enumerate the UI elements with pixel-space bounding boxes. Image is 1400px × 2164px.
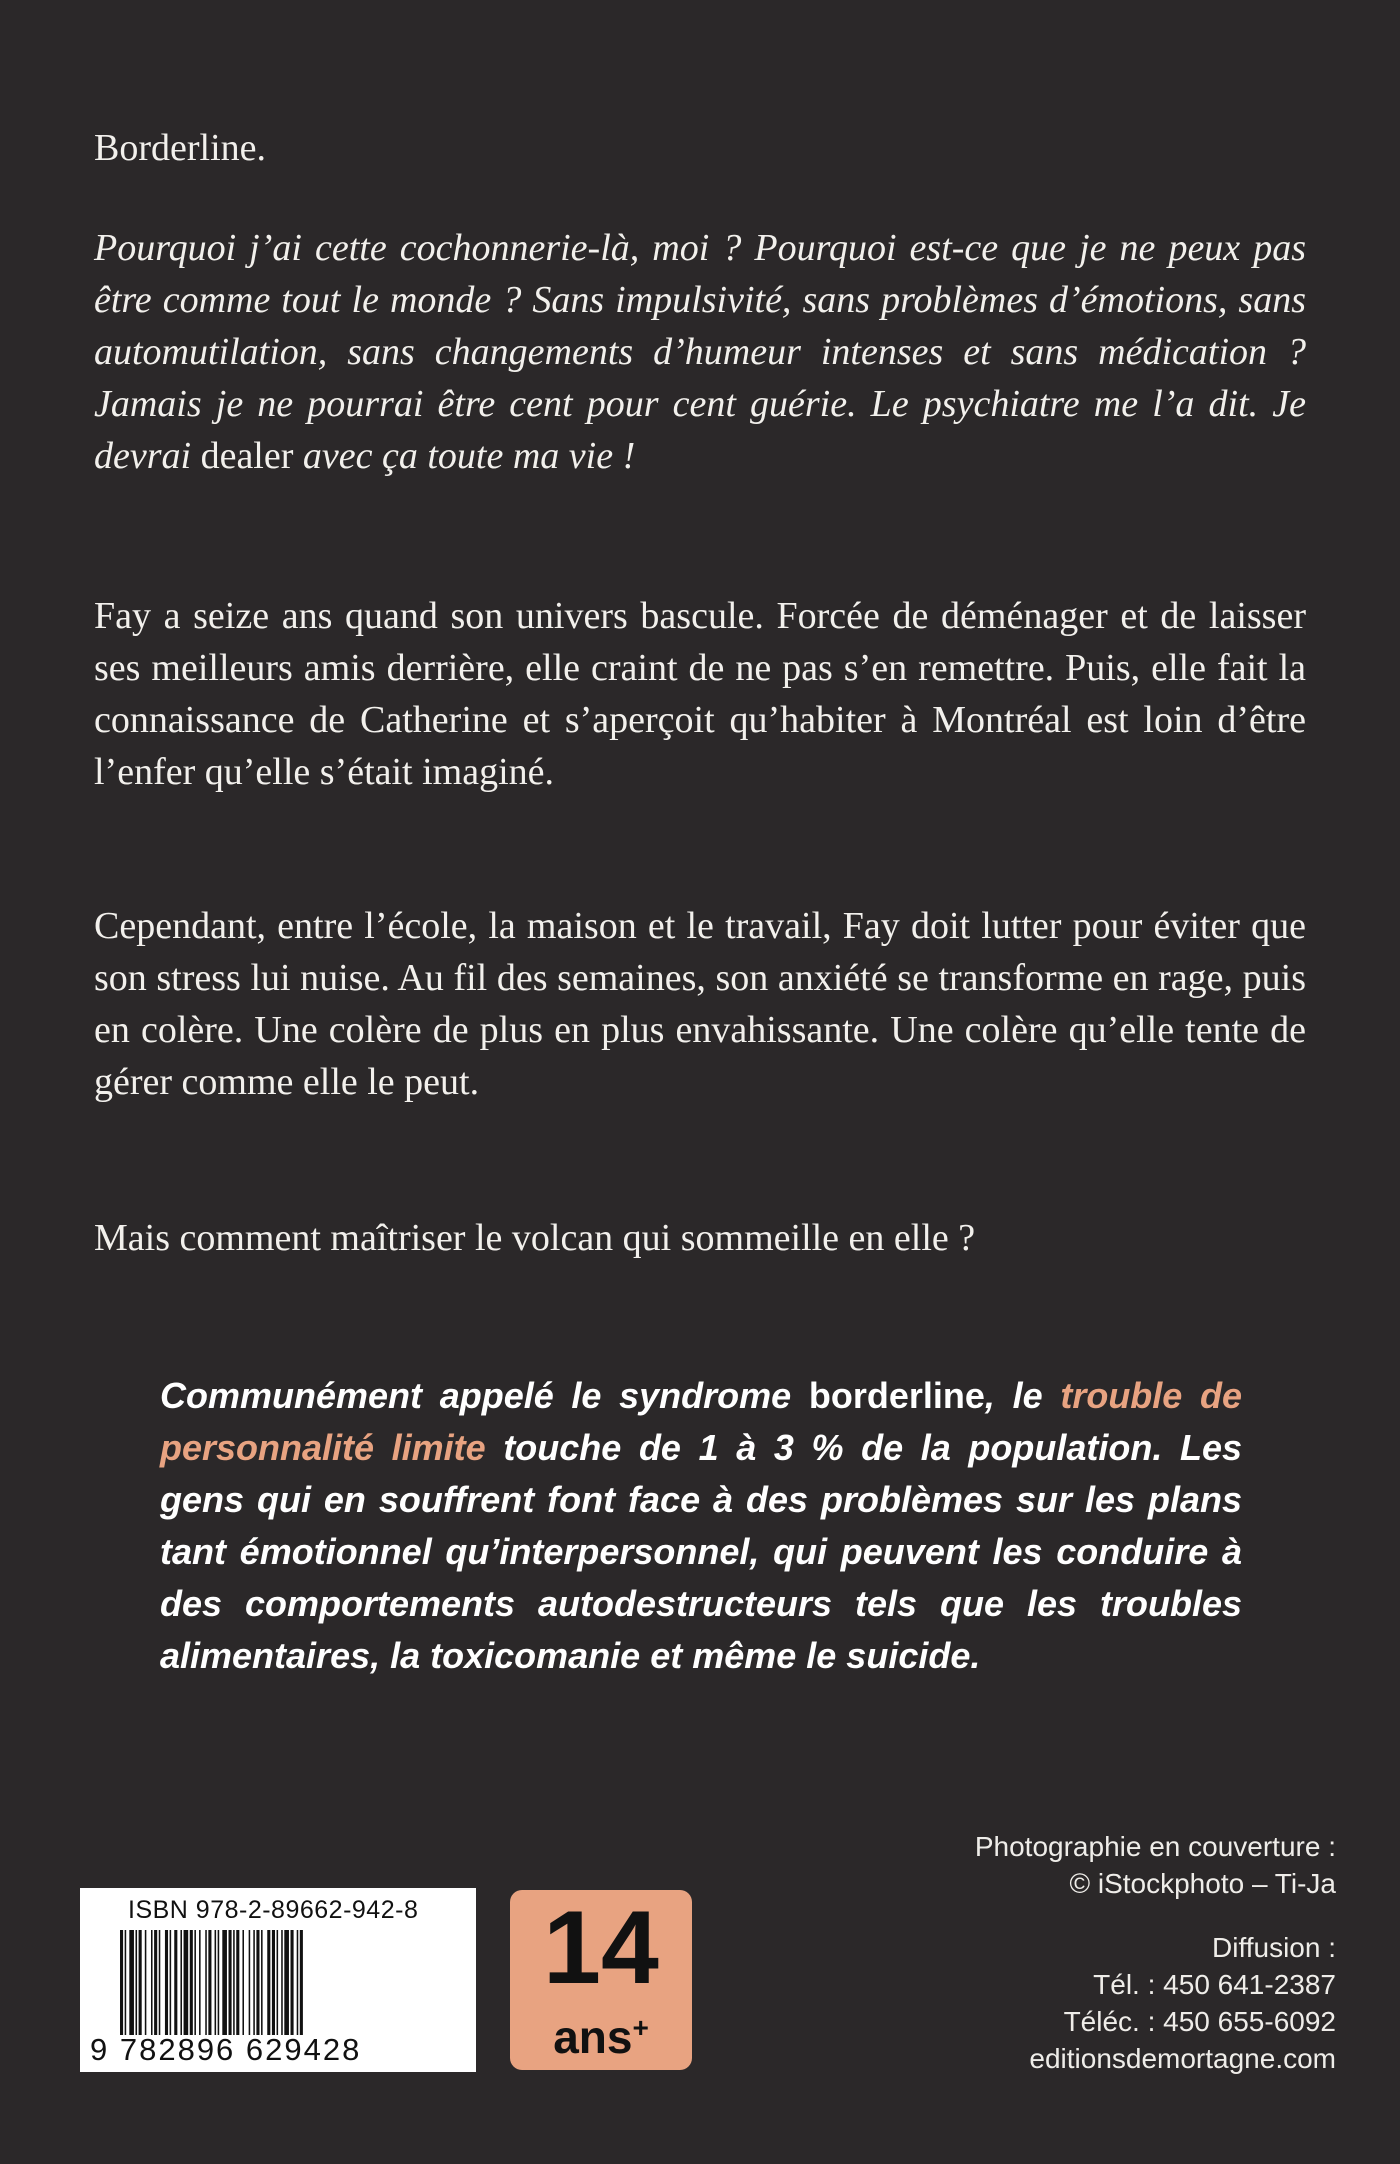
publisher-website: editionsdemortagne.com bbox=[1029, 2043, 1336, 2074]
info-highlight: trouble de personnalité limite bbox=[160, 1375, 1243, 1468]
isbn-barcode bbox=[80, 1888, 476, 2072]
info-part-1: Communément appelé le syndrome bbox=[160, 1375, 809, 1416]
quote-part-3: avec ça toute ma vie ! bbox=[293, 435, 636, 477]
diffusion-label: Diffusion : bbox=[1212, 1932, 1336, 1963]
info-box bbox=[160, 1370, 1242, 1682]
barcode-bars bbox=[120, 1930, 450, 2035]
photo-credit: © iStockphoto – Ti-Ja bbox=[1069, 1868, 1336, 1899]
quote-part-1: Pourquoi j’ai cette cochonnerie-là, moi ? Pourquoi est-ce que je ne peux pas être comme tout le monde ? Sans impulsivité, sans problèmes d’émotions, sans automutilation, sans changements d’humeur intenses et sans médication ? Jamais je ne pourrai être cent pour cent guérie. Le psychiatre me l’a dit. Je devrai bbox=[94, 227, 1306, 477]
info-part-3: , le bbox=[984, 1375, 1061, 1416]
phone-number: Tél. : 450 641-2387 bbox=[1093, 1969, 1336, 2000]
age-rating-badge bbox=[510, 1890, 692, 2070]
intro-title: Borderline. bbox=[94, 127, 267, 169]
age-unit bbox=[510, 2002, 692, 2063]
fax-number: Téléc. : 450 655-6092 bbox=[1063, 2006, 1336, 2037]
quote-part-dealer: dealer bbox=[200, 435, 294, 477]
info-part-4: touche de 1 à 3 % de la population. Les gens qui en souffrent font face à des problèmes sur les plans tant émotionnel qu’interpersonnel, qui peuvent les conduire à des comportements autodestructeurs tels que les troubles alimentaires, la toxicomanie et même le suicide. bbox=[160, 1427, 1243, 1676]
summary-paragraph-2: Cependant, entre l’école, la maison et le travail, Fay doit lutter pour éviter que son stress lui nuise. Au fil des semaines, son anxiété se transforme en rage, puis en colère. Une colère de plus en plus envahissante. Une colère qu’elle tente de gérer comme elle le peut. bbox=[94, 905, 1306, 1103]
summary-paragraph-1: Fay a seize ans quand son univers bascule. Forcée de déménager et de laisser ses meilleurs amis derrière, elle craint de ne pas s’en remettre. Puis, elle fait la connaissance de Catherine et s’aperçoit qu’habiter à Montréal est loin d’être l’enfer qu’elle s’était imaginé. bbox=[94, 595, 1306, 793]
photo-label: Photographie en couverture : bbox=[974, 1831, 1336, 1862]
publisher-credits bbox=[816, 1828, 1336, 2077]
isbn-label: ISBN 978-2-89662-942-8 bbox=[128, 1896, 419, 1924]
age-unit-text: ans bbox=[553, 2011, 633, 2063]
intro-quote bbox=[94, 222, 1306, 482]
info-part-borderline: borderline bbox=[808, 1375, 985, 1416]
barcode-digits: 9 782896 629428 bbox=[90, 2032, 362, 2067]
age-number: 14 bbox=[543, 1890, 659, 2006]
age-plus: + bbox=[632, 2012, 649, 2043]
summary-paragraph-3: Mais comment maîtriser le volcan qui sommeille en elle ? bbox=[94, 1217, 976, 1259]
